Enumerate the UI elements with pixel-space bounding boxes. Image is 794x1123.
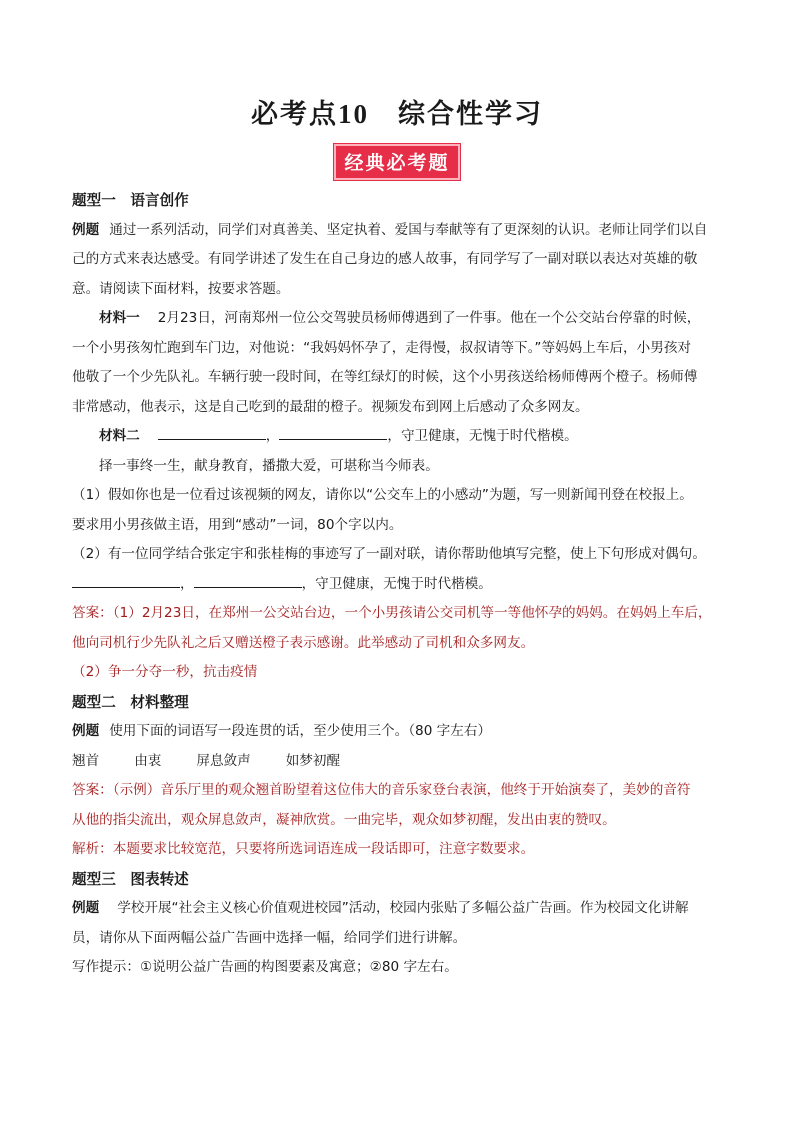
answer-2-line-2: 从他的指尖流出，观众屏息敛声，凝神欣赏。一曲完毕，观众如梦初醒，发出由衷的赞叹。 (72, 811, 616, 828)
material-1-line-3: 他敬了一个少先队礼。车辆行驶一段时间，在等红绿灯的时候，这个小男孩送给杨师傅两个橙子。杨师傅 (72, 369, 698, 385)
material-1-line-2: 一个小男孩匆忙跑到车门边，对他说：“我妈妈怀孕了，走得慢，叔叔请等下。”等妈妈上车后，小男孩对 (72, 339, 692, 356)
example-1-line-2: 己的方式来表达感受。有同学讲述了发生在自己身边的感人故事，有同学写了一副对联以表达对英雄的敬 (72, 251, 698, 267)
example-1-line-1: 例题 通过一系列活动，同学们对真善美、坚定执着、爱国与奉献等有了更深刻的认识。老师让同学们以自 (72, 221, 708, 238)
answer-1-line-2: 他向司机行少先队礼之后又赠送橙子表示感谢。此举感动了司机和众多网友。 (72, 634, 535, 651)
example-label: 例题 (72, 723, 100, 739)
word-item: 翘首 (72, 752, 100, 769)
question-1-line-1: （1）假如你也是一位看过该视频的网友，请你以“公交车上的小感动”为题，写一则新闻刊登在校报上。 (72, 487, 693, 503)
material-1-line-4: 非常感动，他表示，这是自己吃到的最甜的橙子。视频发布到网上后感动了众多网友。 (72, 398, 589, 415)
section-heading-2: 题型二 材料整理 (72, 693, 189, 711)
answer-1-line-1: 答案：（1）2月23日，在郑州一公交站台边，一个小男孩请公交司机等一等他怀孕的妈妈。在妈妈上车后， (72, 605, 712, 621)
example-label: 例题 (72, 900, 100, 916)
question-2-line-2: ， ，守卫健康，无愧于时代楷模。 (72, 570, 732, 600)
question-1-line-2: 要求用小男孩做主语，用到“感动”一词，80个字以内。 (72, 516, 403, 533)
couplet-blank-1 (158, 425, 266, 440)
material-1-label: 材料一 (99, 310, 140, 326)
section-heading-1: 题型一 语言创作 (72, 192, 189, 209)
answer-blank-2 (194, 573, 302, 588)
answer-2-line-1: 答案：（示例）音乐厅里的观众翘首盼望着这位伟大的音乐家登台表演，他终于开始演奏了，美妙的音符 (72, 782, 691, 798)
material-2-line-1: 材料二 ， ，守卫健康，无愧于时代楷模。 (72, 422, 732, 452)
title-suffix: 综合性学习 (398, 99, 543, 130)
word-item: 屏息敛声 (196, 752, 251, 769)
material-2-line-2: 择一事终一生，献身教育，播撒大爱，可堪称当今师表。 (99, 457, 439, 474)
analysis-2: 解析：本题要求比较宽范，只要将所选词语连成一段话即可，注意字数要求。 (72, 841, 535, 857)
question-2-line-1: （2）有一位同学结合张定宇和张桂梅的事迹写了一副对联，请你帮助他填写完整，使上下句形成对偶句。 (72, 546, 706, 562)
section-heading-3: 题型三 图表转述 (72, 870, 189, 888)
title-number: 10 (338, 99, 369, 129)
example-label: 例题 (72, 221, 100, 238)
example-3-line-2: 员，请你从下面两幅公益广告画中选择一幅，给同学们进行讲解。 (72, 929, 467, 946)
page-title (0, 92, 794, 131)
document-content (72, 186, 732, 983)
material-2-label: 材料二 (99, 428, 140, 444)
answer-1-line-3: （2）争一分夺一秒，抗击疫情 (72, 664, 258, 680)
classic-questions-banner: 经典必考题 (334, 144, 459, 180)
banner-container (0, 144, 794, 180)
word-list (72, 747, 732, 777)
writing-hint: 写作提示：①说明公益广告画的构图要素及寓意；②80 字左右。 (72, 959, 458, 975)
example-2-line-1: 例题 使用下面的词语写一段连贯的话，至少使用三个。（80 字左右） (72, 723, 492, 739)
example-1-line-3: 意。请阅读下面材料，按要求答题。 (72, 280, 290, 297)
couplet-blank-2 (279, 425, 387, 440)
material-1-line-1: 材料一 2月23日，河南郑州一位公交驾驶员杨师傅遇到了一件事。他在一个公交站台停靠的时候， (99, 310, 701, 326)
word-item: 由衷 (134, 752, 162, 769)
example-3-line-1: 例题 学校开展“社会主义核心价值观进校园”活动，校园内张贴了多幅公益广告画。作为校园文化讲解 (72, 900, 689, 916)
title-prefix: 必考点 (251, 99, 338, 130)
answer-blank-1 (72, 573, 180, 588)
word-item: 如梦初醒 (285, 752, 341, 769)
